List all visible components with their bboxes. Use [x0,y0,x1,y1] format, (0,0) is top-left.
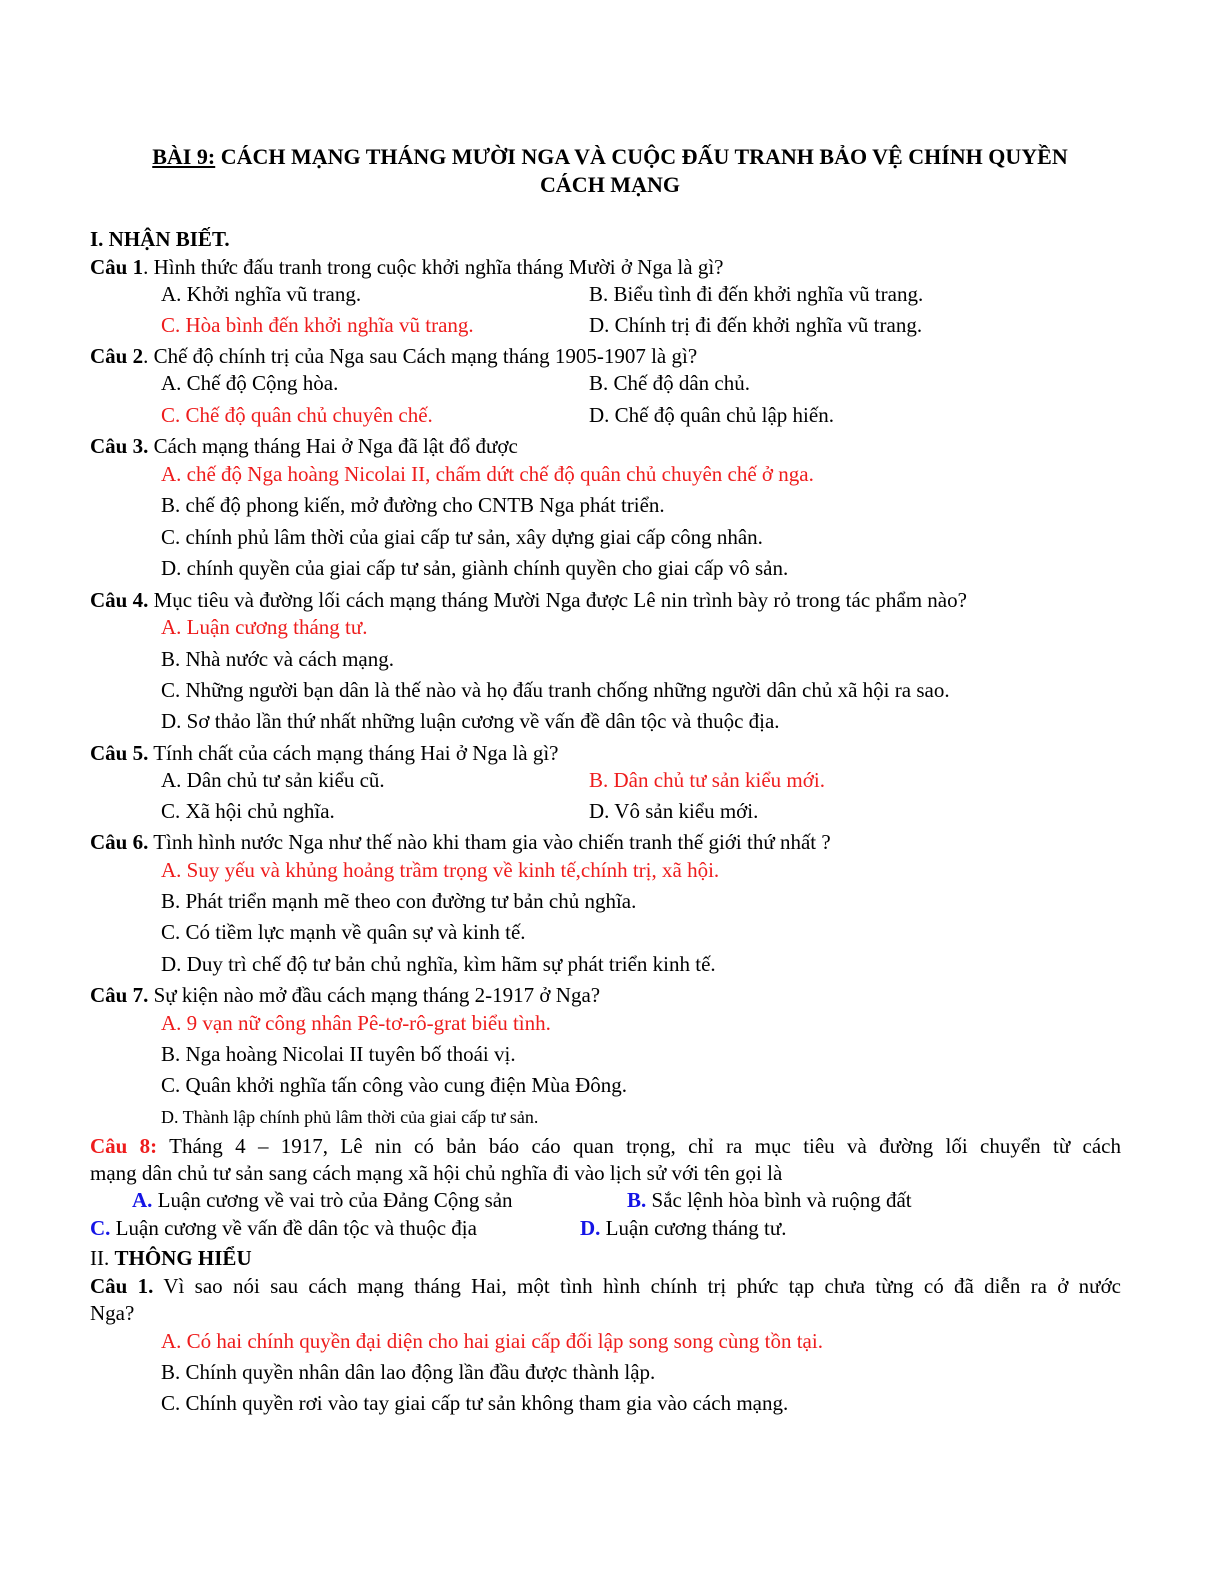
q6-option-b: B. Phát triển mạnh mẽ theo con đường tư bản chủ nghĩa. [161,889,637,913]
q4-option-d: D. Sơ thảo lần thứ nhất những luận cương về vấn đề dân tộc và thuộc địa. [161,709,780,733]
q8-option-c: C. Luận cương về vấn đề dân tộc và thuộc địa [90,1216,477,1240]
q2-option-c: C. Chế độ quân chủ chuyên chế. [161,403,433,427]
q5-option-c: C. Xã hội chủ nghĩa. [161,799,335,823]
q8-option-a: A. Luận cương về vai trò của Đảng Cộng sản [132,1188,513,1212]
question-label: Câu 6. [90,830,149,854]
q7-option-b: B. Nga hoàng Nicolai II tuyên bố thoái vị. [161,1042,516,1066]
s2q1-option-a: A. Có hai chính quyền đại diện cho hai giai cấp đối lập song song cùng tồn tại. [161,1329,823,1353]
lesson-number: BÀI 9: [152,144,216,169]
question-text: Cách mạng tháng Hai ở Nga đã lật đổ được [148,434,518,458]
q1-option-a: A. Khởi nghĩa vũ trang. [161,282,362,306]
question-label: Câu 1 [90,255,144,279]
question-text: . Chế độ chính trị của Nga sau Cách mạng tháng 1905-1907 là gì? [143,344,698,368]
q8-option-d: D. Luận cương tháng tư. [580,1216,787,1240]
q2-option-b: B. Chế độ dân chủ. [589,371,750,395]
q3-option-c: C. chính phủ lâm thời của giai cấp tư sản, xây dựng giai cấp công nhân. [161,525,763,549]
lesson-title [90,143,1130,199]
q1-option-d: D. Chính trị đi đến khởi nghĩa vũ trang. [589,313,923,337]
q6-option-d: D. Duy trì chế độ tư bản chủ nghĩa, kìm hãm sự phát triển kinh tế. [161,952,716,976]
q5-option-d: D. Vô sản kiểu mới. [589,799,759,823]
s2-question-1-line1 [90,1273,1121,1300]
s2q1-option-b: B. Chính quyền nhân dân lao động lần đầu được thành lập. [161,1360,656,1384]
lesson-title-line2: CÁCH MẠNG [540,172,680,197]
question-1 [90,254,723,280]
question-label: Câu 1. [90,1274,154,1298]
question-3 [90,433,518,459]
question-label: Câu 5. [90,741,149,765]
question-text: Mục tiêu và đường lối cách mạng tháng Mười Nga được Lê nin trình bày rỏ trong tác phẩm nào? [148,588,967,612]
question-label: Câu 4. [90,588,149,612]
question-text: . Hình thức đấu tranh trong cuộc khởi nghĩa tháng Mười ở Nga là gì? [143,255,724,279]
question-label: Câu 2 [90,344,144,368]
question-text: Tình hình nước Nga như thế nào khi tham gia vào chiến tranh thế giới thứ nhất ? [148,830,831,854]
question-8-line1 [90,1133,1121,1160]
lesson-title-line1: CÁCH MẠNG THÁNG MƯỜI NGA VÀ CUỘC ĐẤU TRANH BẢO VỆ CHÍNH QUYỀN [220,144,1068,169]
q3-option-b: B. chế độ phong kiến, mở đường cho CNTB Nga phát triển. [161,493,665,517]
section-heading-1: I. NHẬN BIẾT. [90,227,230,251]
q6-option-c: C. Có tiềm lực mạnh về quân sự và kinh tế. [161,920,526,944]
q2-option-a: A. Chế độ Cộng hòa. [161,371,339,395]
question-label: Câu 7. [90,983,149,1007]
q3-option-a: A. chế độ Nga hoàng Nicolai II, chấm dứt chế độ quân chủ chuyên chế ở nga. [161,462,814,486]
question-2 [90,343,697,369]
question-5 [90,740,559,766]
question-text: Sự kiện nào mở đầu cách mạng tháng 2-1917 ở Nga? [148,983,601,1007]
q4-option-a: A. Luận cương tháng tư. [161,615,368,639]
q1-option-b: B. Biểu tình đi đến khởi nghĩa vũ trang. [589,282,924,306]
question-label: Câu 3. [90,434,149,458]
question-8-line2: mạng dân chủ tư sản sang cách mạng xã hội chủ nghĩa đi vào lịch sử với tên gọi là [90,1161,783,1185]
q5-option-b: B. Dân chủ tư sản kiểu mới. [589,768,825,792]
s2-question-1-line2: Nga? [90,1301,135,1325]
question-text: Vì sao nói sau cách mạng tháng Hai, một tình hình chính trị phức tạp chưa từng có đã diễn ra ở nước [153,1274,1121,1298]
question-7 [90,982,600,1008]
q3-option-d: D. chính quyền của giai cấp tư sản, giành chính quyền cho giai cấp vô sản. [161,556,789,580]
q4-option-c: C. Những người bạn dân là thế nào và họ đấu tranh chống những người dân chủ xã hội ra sao. [161,678,950,702]
q8-option-b: B. Sắc lệnh hòa bình và ruộng đất [627,1188,912,1212]
q7-option-c: C. Quân khởi nghĩa tấn công vào cung điện Mùa Đông. [161,1073,628,1097]
q7-option-a: A. 9 vạn nữ công nhân Pê-tơ-rô-grat biểu tình. [161,1011,551,1035]
question-4 [90,587,967,613]
q6-option-a: A. Suy yếu và khủng hoảng trầm trọng về kinh tế,chính trị, xã hội. [161,858,720,882]
question-6 [90,829,831,855]
question-text: Tính chất của cách mạng tháng Hai ở Nga là gì? [148,741,559,765]
section-heading-2: II. THÔNG HIỂU [90,1246,252,1270]
q7-option-d: D. Thành lập chính phủ lâm thời của giai cấp tư sản. [161,1107,539,1127]
s2q1-option-c: C. Chính quyền rơi vào tay giai cấp tư sản không tham gia vào cách mạng. [161,1391,789,1415]
q5-option-a: A. Dân chủ tư sản kiểu cũ. [161,768,385,792]
question-label: Câu 8: [90,1134,158,1158]
q2-option-d: D. Chế độ quân chủ lập hiến. [589,403,834,427]
question-text: Tháng 4 – 1917, Lê nin có bản báo cáo quan trọng, chỉ ra mục tiêu và đường lối chuyển từ cách [157,1134,1122,1158]
q4-option-b: B. Nhà nước và cách mạng. [161,647,394,671]
q1-option-c: C. Hòa bình đến khởi nghĩa vũ trang. [161,313,474,337]
